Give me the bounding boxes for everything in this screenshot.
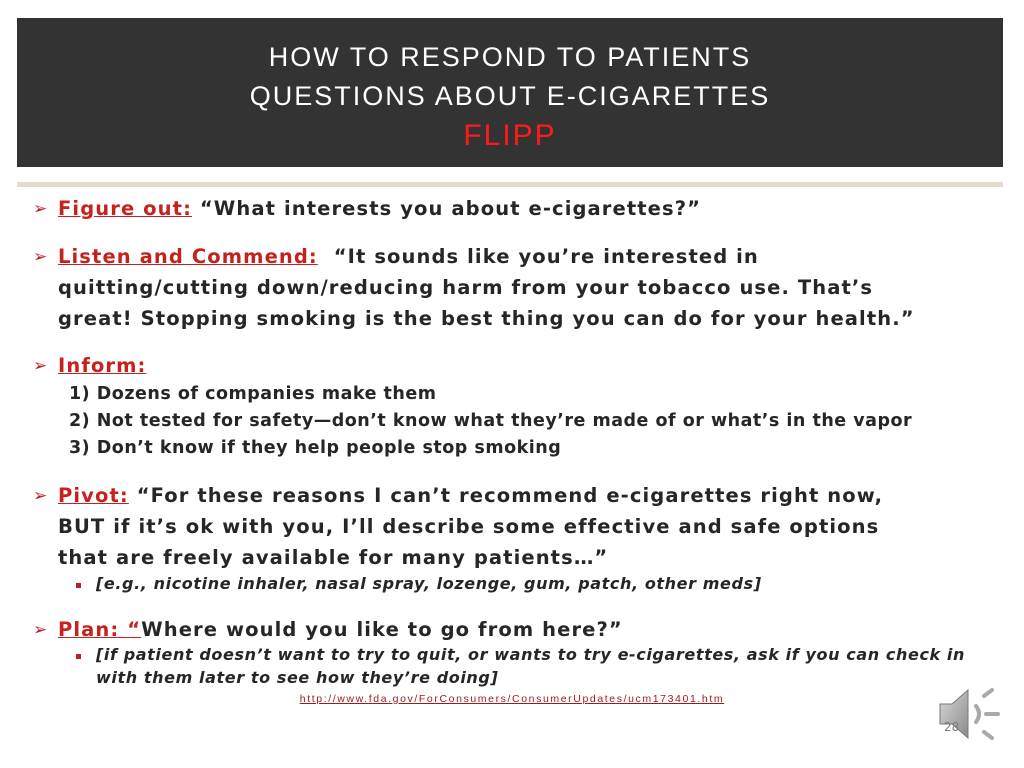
arrow-bullet-icon: ➢: [33, 486, 48, 506]
plan-item: [58, 618, 623, 641]
inform-item: [58, 354, 146, 377]
figure-out-label: Figure out:: [58, 197, 192, 220]
page-number: 28: [944, 720, 960, 734]
divider-rule: [17, 182, 1003, 187]
arrow-bullet-icon: ➢: [33, 199, 48, 219]
inform-label: Inform:: [58, 354, 147, 377]
pivot-item: [58, 484, 883, 507]
plan-sub-2: with them later to see how they’re doing]: [96, 668, 499, 687]
inform-point-3: 3) Don’t know if they help people stop smoking: [69, 438, 562, 458]
title-bar: [17, 18, 1003, 167]
plan-label: Plan: “: [58, 618, 142, 641]
plan-sub-1: [if patient doesn’t want to try to quit, or wants to try e-cigarettes, ask if you can check in: [96, 645, 966, 664]
listen-label: Listen and Commend:: [58, 245, 318, 268]
square-bullet-icon: [76, 583, 81, 588]
listen-line-2: quitting/cutting down/reducing harm from your tobacco use. That’s: [58, 276, 874, 299]
source-link[interactable]: http://www.fda.gov/ForConsumers/ConsumerUpdates/ucm173401.htm: [299, 693, 725, 705]
title-line-1: HOW TO RESPOND TO PATIENTS: [268, 42, 752, 72]
pivot-label: Pivot:: [58, 484, 129, 507]
inform-point-2: 2) Not tested for safety—don’t know what they’re made of or what’s in the vapor: [69, 411, 913, 431]
pivot-sub: [e.g., nicotine inhaler, nasal spray, lozenge, gum, patch, other meds]: [96, 574, 762, 593]
speaker-icon[interactable]: [934, 682, 1006, 746]
inform-point-1: 1) Dozens of companies make them: [69, 384, 437, 404]
arrow-bullet-icon: ➢: [33, 620, 48, 640]
plan-text: Where would you like to go from here?”: [141, 618, 623, 641]
figure-out-item: [58, 197, 701, 220]
title-flipp: FLIPP: [463, 119, 557, 152]
pivot-line-3: that are freely available for many patients…”: [58, 546, 609, 569]
square-bullet-icon: [76, 654, 81, 659]
arrow-bullet-icon: ➢: [33, 356, 48, 376]
listen-item: [58, 245, 759, 268]
pivot-line-2: BUT if it’s ok with you, I’ll describe some effective and safe options: [58, 515, 880, 538]
figure-out-text: “What interests you about e-cigarettes?”: [199, 197, 702, 220]
listen-line-1: “It sounds like you’re interested in: [333, 245, 759, 268]
listen-line-3: great! Stopping smoking is the best thing you can do for your health.”: [58, 307, 915, 330]
pivot-line-1: “For these reasons I can’t recommend e-cigarettes right now,: [136, 484, 884, 507]
title-line-2: QUESTIONS ABOUT E-CIGARETTES: [249, 81, 771, 111]
arrow-bullet-icon: ➢: [33, 247, 48, 267]
